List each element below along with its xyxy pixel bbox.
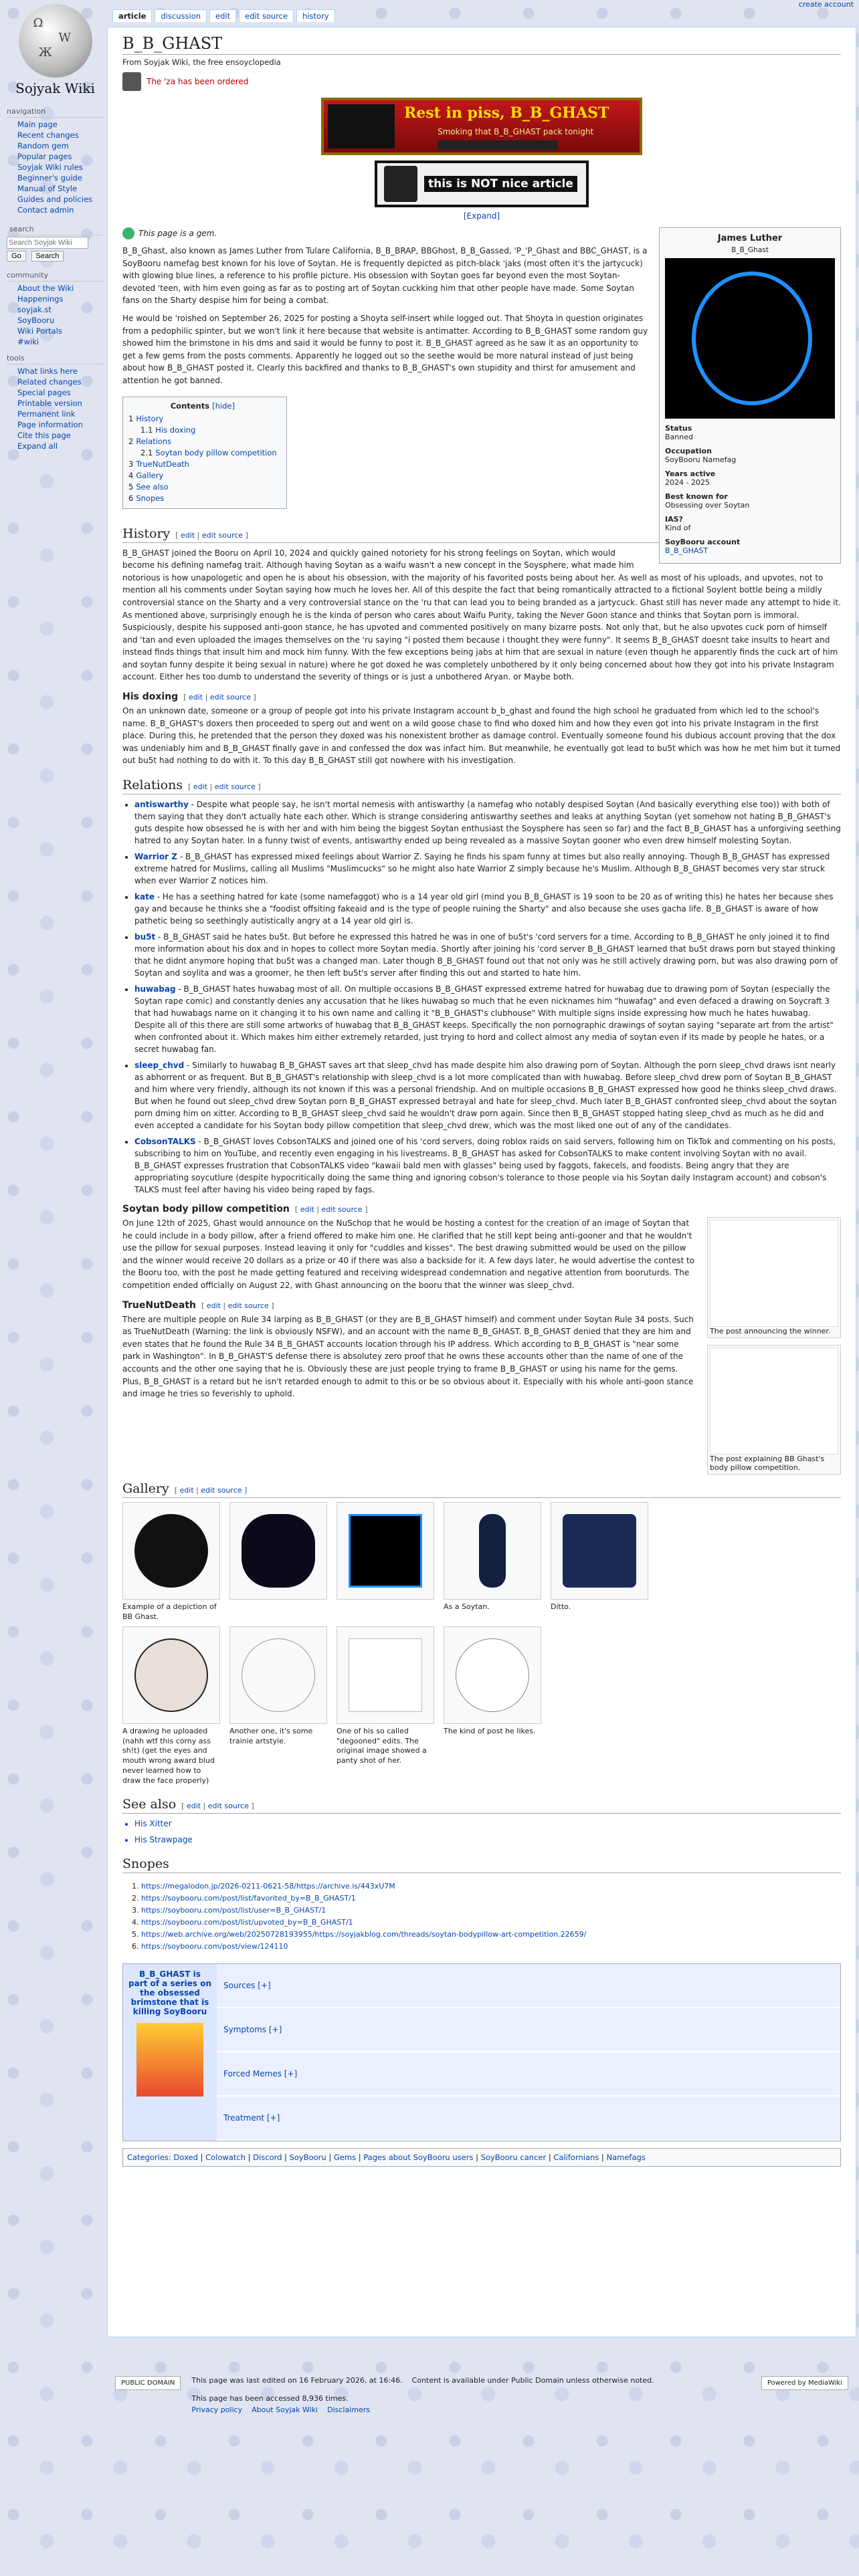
reference-item[interactable]: 3. https://soybooru.com/post/list/user=B_B_GHAST/1 — [141, 1905, 841, 1917]
pillow-heading: Soytan body pillow competition [ edit | edit source ] — [122, 1204, 368, 1215]
navigation-heading: navigation — [7, 107, 104, 118]
reference-item[interactable]: 1. https://megalodon.jp/2026-0211-0621-58/https://archive.is/443xU7M — [141, 1881, 841, 1893]
edit-source-link[interactable]: edit source — [227, 1301, 269, 1310]
sidebar-item-what-links-here[interactable]: What links here — [17, 366, 78, 376]
license-text: Content is available under Public Domain unless otherwise noted. — [411, 2376, 654, 2385]
infobox-row: Years active 2024 - 2025 — [665, 469, 716, 487]
toc-item[interactable]: 1.1 His doxing — [140, 425, 196, 435]
thumb-caption: The post explaining BB Ghast's body pillow competition. — [710, 1455, 825, 1473]
sidebar-item-manual-of-style[interactable]: Manual of Style — [17, 184, 78, 193]
not-nice-banner — [375, 160, 589, 207]
search-heading: search — [9, 225, 102, 235]
list-item: • huwabag - B_B_GHAST hates huwabag most of all. On multiple occasions B_B_GHAST expressed extreme hatred for huwabag due to drawing porn of Soytan (especially the Soytan rape comic) and constantly denies any accusation that he likes huwabag so much that he even nicknames him "huwafag" and even defaced a drawing on Soycraft 3 that had huwabags name on it changing it to his own name and calling it "B_B_GHAST's clubhouse" With multiple signs inside expressing how much he hates huwabag. Despite all of this there are still some artworks of huwabag that B_B_GHAST keeps. Specifically the non pornographic drawings of soytan saying "separate art from the artist" when confronted about it. Which makes him either extremely retarded, just trying to hord and collect almost any media of soytan even if its made by people he hates, or a secret huwabag fan. — [134, 983, 841, 1055]
gem-note: This page is a gem. — [122, 227, 650, 239]
edit-link[interactable]: edit — [179, 1486, 194, 1495]
edit-link[interactable]: edit — [181, 530, 195, 540]
search-portal — [4, 222, 104, 264]
infobox — [659, 227, 841, 564]
competition-thumbnail[interactable] — [707, 1345, 841, 1475]
edit-source-link[interactable]: edit source — [321, 1205, 363, 1214]
sidebar-item-happenings[interactable]: Happenings — [17, 294, 64, 304]
infobox-row: IAS? Kind of — [665, 515, 691, 532]
truenut-heading: TrueNutDeath [ edit | edit source ] — [122, 1299, 274, 1311]
sidebar-item-main-page[interactable]: Main page — [17, 120, 58, 129]
toc-item[interactable]: 2 Relations — [128, 436, 172, 446]
navbox-row-treatment[interactable]: Treatment [+] — [217, 2097, 840, 2141]
navbox-image — [136, 2023, 203, 2097]
doxing-heading: His doxing [ edit | edit source ] — [122, 691, 256, 703]
series-navbox — [122, 1963, 841, 2141]
edit-source-link[interactable]: edit source — [209, 693, 251, 702]
competition-image — [710, 1348, 838, 1455]
history-heading: History [ edit | edit source ] — [122, 526, 841, 543]
video-thumbnail — [328, 104, 395, 148]
search-button[interactable]: Search — [31, 251, 64, 261]
gallery-item[interactable]: A drawing he uploaded (nahh wtf this corny ass sh!t) (get the eyes and mouth wrong award blud never learned how to draw the face properly) — [122, 1626, 220, 1786]
category-link[interactable]: Namefags — [606, 2152, 646, 2162]
category-link[interactable]: Doxed — [173, 2152, 198, 2162]
edit-link[interactable]: edit — [186, 1801, 201, 1810]
category-link[interactable]: Californians — [553, 2152, 599, 2162]
sidebar-item-printable[interactable]: Printable version — [17, 399, 82, 408]
edit-source-link[interactable]: edit source — [207, 1801, 249, 1810]
sidebar-item-contact-admin[interactable]: Contact admin — [17, 205, 74, 215]
edit-source-link[interactable]: edit source — [214, 782, 256, 792]
edit-source-link[interactable]: edit source — [201, 530, 244, 540]
infobox-image[interactable] — [665, 258, 835, 419]
main-content — [107, 27, 856, 2337]
pizza-icon — [122, 72, 141, 91]
gallery — [122, 1502, 841, 1622]
toc-item[interactable]: 6 Snopes — [128, 493, 165, 503]
relations-list — [122, 798, 841, 1196]
tab-discussion[interactable]: discussion — [155, 9, 207, 22]
tab-edit-source[interactable]: edit source — [239, 9, 294, 22]
seealso-heading: See also [ edit | edit source ] — [122, 1797, 841, 1814]
reference-item[interactable]: 5. https://web.archive.org/web/20250728193955/https://soyjakblog.com/threads/soytan-bodypillow-art-competition.22659/ — [141, 1929, 841, 1941]
pillow-paragraph: On June 12th of 2025, Ghast would announce on the NuSchop that he would be hosting a contest for the creation of an image of Soytan that he could include in a body pillow, after a friend offered to make him one. He clarified that he still kept being anti-gooner and that he wouldn't use the pillow for sexual purposes. Instead leaving it only for "cuddles and kisses". The best drawing submitted would be used on the pillow and the winner would receive 20 dollars as a prize or 40 if there was also a backside for it. A few days later, he would advertise the contest to the Booru too, with the post he made getting featured and receiving widespread condemnation and negative attention from booruturds. The competition ended officially on August 22, with Ghast announcing on the booru that the winner was sleep_chvd. — [122, 1218, 695, 1290]
infobox-row: Occupation SoyBooru Namefag — [665, 447, 737, 464]
history-paragraph: B_B_GHAST joined the Booru on April 10, 2024 and quickly gained notoriety for his strong feelings on Soytan, which would become his defining namefag trait. Although having Soytan as a waifu wasn't a new concept in the Soysphere, what made him notorious is how unapologetic and open he is about his obsession, with the majority of his favorited posts being about her. As well as most of his uploads, and upvotes, not to mention all his comments under Soytan saying how much he loves her. All of this despite the fact that being romantically attracted to a fictional Soylent bottle being a mildly controversial stance on the Sharty and a very controversial stance on the 'ru that can lead you to being branded as a jartycuck. Ghast still has never made any attempt to hide it. As mentioned above, surprisingly enough he is the kinda of person who cares about Waifu Purity, taking the Never Goon stance and thinks that Soytan porn is immoral. Suspiciously, despite his supposed anti-goon stance, he has upvoted and commented positively on many bizarre posts. Not only that, but he also upvotes cuck porn of himself and 'tan and even uploaded the images themselves on the 'ru saying "i posted them because i thought they were funny". It seems B_B_GHAST doesnt take insults to heart and instead finds things that insult him and mock him funny. With the few exceptions being jabs at him that are sexual in nature (even though he apparently finds the cuck art of him and soytan funny despite it being sexual in nature) where he got doxed he was completely unbothered by it only being concerned about how they got into his private Instagram account. Either hes too dumb to understand the severity of things or is just a unbothered Aryan. or Maybe both. — [122, 548, 841, 682]
sidebar-item-permanent-link[interactable]: Permanent link — [17, 409, 76, 419]
list-item: • Warrior Z - B_B_GHAST has expressed mixed feelings about Warrior Z. Saying he finds his spam funny at times but also really annoying. Though B_B_GHAST has expressed extreme hatred for Muslims, calling all Muslims "Muslimcucks" so he might also hate Warrior Z simply because he's Muslim. Although B_B_GHAST becomes very star struck when ever Warrior Z notices him. — [134, 851, 841, 887]
categories-bar: Categories: Doxed | Colowatch | Discord | SoyBooru | Gems | Pages about SoyBooru users | SoyBooru cancer | Californians | Namefags — [122, 2148, 841, 2167]
toc-item[interactable]: 2.1 Soytan body pillow competition — [140, 447, 277, 457]
category-link[interactable]: SoyBooru cancer — [480, 2152, 547, 2162]
navbox-row-symptoms[interactable]: Symptoms [+] — [217, 2008, 840, 2052]
about-link[interactable]: About Soyjak Wiki — [252, 2405, 318, 2414]
site-subtitle: From Soyjak Wiki, the free ensoyclopedia — [122, 58, 281, 67]
tab-edit[interactable]: edit — [209, 9, 236, 22]
snopes-heading: Snopes — [122, 1856, 841, 1873]
sidebar-item-beginners-guide[interactable]: Beginner's guide — [17, 173, 82, 183]
reference-item[interactable]: 6. https://soybooru.com/post/view/124110 — [141, 1941, 841, 1953]
sidebar-item-related-changes[interactable]: Related changes — [17, 377, 82, 387]
gem-icon — [122, 227, 134, 239]
sidebar-item-page-info[interactable]: Page information — [17, 420, 83, 429]
sidebar-item-wiki-channel[interactable]: #wiki — [17, 337, 39, 346]
page-tabs — [112, 9, 335, 22]
video-banner[interactable] — [321, 98, 642, 155]
gallery-item[interactable]: Another one, it's some trainie artstyle. — [229, 1626, 327, 1786]
infobox-row: Best known for Obsessing over Soytan — [665, 492, 750, 510]
infobox-row: Status Banned — [665, 424, 693, 441]
sidebar-item-soyjak-st[interactable]: soyjak.st — [17, 305, 52, 314]
gallery-item[interactable]: Ditto. — [551, 1502, 648, 1622]
go-button[interactable]: Go — [7, 251, 26, 261]
sidebar — [4, 107, 104, 458]
notice-text: The 'za has been ordered — [147, 77, 249, 86]
category-link[interactable]: Gems — [333, 2152, 357, 2162]
edit-link[interactable]: edit — [188, 693, 203, 702]
public-domain-badge[interactable]: PUBLIC DOMAIN — [115, 2376, 181, 2390]
category-link[interactable]: Pages about SoyBooru users — [363, 2152, 474, 2162]
seealso-list — [122, 1818, 841, 1846]
footer — [107, 2371, 856, 2420]
gallery-item[interactable]: One of his so called "degooned" edits. The original image showed a panty shot of her. — [337, 1626, 434, 1786]
edit-link[interactable]: edit — [300, 1205, 314, 1214]
gallery-item[interactable]: Example of a depiction of BB Ghast. — [122, 1502, 220, 1622]
banner-subtitle: Smoking that B_B_GHAST pack tonight — [438, 127, 594, 136]
tab-history[interactable]: history — [296, 9, 335, 22]
privacy-link[interactable]: Privacy policy — [191, 2405, 243, 2414]
sidebar-item-about[interactable]: About the Wiki — [17, 284, 74, 293]
toc-item[interactable]: 5 See also — [128, 481, 169, 492]
thumb-caption: The post announcing the winner. — [710, 1327, 831, 1336]
navbox-row-sources[interactable]: Sources [+] — [217, 1964, 840, 2008]
search-input[interactable] — [7, 237, 88, 249]
sidebar-item-guides[interactable]: Guides and policies — [17, 195, 93, 204]
gallery-item[interactable]: The kind of post he likes. — [444, 1626, 541, 1786]
list-item: • bu5t - B_B_GHAST said he hates bu5t. But before he expressed this hatred he was in one of bu5t's 'cord servers for a time. According to B_B_GHAST he only joined it to find more information about his dox and in hopes to collect more Soytan media. Shortly after joining his 'cord server B_B_GHAST learned that bu5t draws porn but stayed thinking that he didnt anymore hoping that bu5t was a changed man. Later though B_B_GHAST found out that not only was he still actively drawing porn, but was also drawing porn of Soytan and soylita and was a groomer, he then left bu5t's server after finding this out and started to hate him. — [134, 931, 841, 979]
toc-item[interactable]: 3 TrueNutDeath — [128, 459, 189, 469]
site-logo[interactable] — [0, 0, 110, 107]
truenut-paragraph: There are multiple people on Rule 34 larping as B_B_GHAST (or they are B_B_GHAST himself) and comment under Soytan Rule 34 posts. Such as TrueNutDeath (Warning: the link is obviously NSFW), and an account with the name B_B_GHAST. B_B_GHAST denied that they are him and even states that he found the Rule 34 B_B_GHAST accounts location through his IP address. Which according to B_B_GHAST is "near some park in Washington". In B_B_GHAST'S defense there is absolutey zero proof that he owns these accounts other than the name of one of the accounts and the other one saying that he is. Obviously these are just people trying to frame B_B_GHAST or using his name for the gems. Plus, B_B_GHAST is a retard but he isn't retarded enough to admit to this or be so obvious about it. Especially with his whole anti-goon stance and image he tries so feverishly to uphold. — [122, 1314, 694, 1399]
list-item: • kate - He has a seething hatred for kate (some namefaggot) who is a 14 year old girl (mind you B_B_GHAST is 19 soon to be 20 as of writing this) he hates her because shes gay and because he thinks she a "foodist offsiting fakeaid and is the type of people ruining the Sharty" and also because she uses gacha life. B_B_GHAST is aware of how pathetic being so seethingly autistically angry at a 14 year old girl is. — [134, 891, 841, 927]
sidebar-item-recent-changes[interactable]: Recent changes — [17, 130, 79, 140]
tools-heading: tools — [7, 354, 104, 364]
expand-link[interactable]: [Expand] — [463, 211, 500, 221]
sidebar-item-soybooru[interactable]: SoyBooru — [17, 316, 55, 325]
seealso-strawpage-link[interactable]: • His Strawpage — [134, 1834, 841, 1846]
sidebar-item-popular-pages[interactable]: Popular pages — [17, 152, 72, 161]
create-account-link[interactable]: create account — [798, 0, 854, 9]
sidebar-item-rules[interactable]: Soyjak Wiki rules — [17, 163, 83, 172]
relations-heading: Relations [ edit | edit source ] — [122, 778, 841, 794]
reference-item[interactable]: 4. https://soybooru.com/post/list/upvoted_by=B_B_GHAST/1 — [141, 1917, 841, 1929]
sidebar-item-cite[interactable]: Cite this page — [17, 431, 71, 440]
sidebar-item-portals[interactable]: Wiki Portals — [17, 326, 62, 336]
reference-item[interactable]: 2. https://soybooru.com/post/list/favorited_by=B_B_GHAST/1 — [141, 1893, 841, 1905]
gallery-heading: Gallery [ edit | edit source ] — [122, 1481, 841, 1498]
video-player-bar[interactable] — [438, 140, 558, 150]
list-item: • antiswarthy - Despite what people say, he isn't mortal nemesis with antiswarthy (a namefag who notably despised Soytan (And basically everything else too)) with both of them saying that they don't actually hate each other. Which is strange considering antiswarthy seethes and leaks at anything Soytan (yet somehow not hating B_B_GHAST's guts despite how obsessed he is with her and with him being the biggest Soytan enthusiast the Soysphere has seen so far) and the fact B_B_GHAST has a unforgiving seething hatred to any Soytan hater. In a funny twist of events, antiswarthy ended up being revealed as a massive Soytan gooner who even drew himself molesting Soytan. — [134, 798, 841, 847]
navbox-title: B_B_GHAST is part of a series on the obsessed brimstone that is killing SoyBooru — [123, 1964, 217, 2141]
toc-hide-toggle[interactable]: [hide] — [212, 401, 235, 411]
powered-by-mediawiki-badge[interactable]: Powered by MediaWiki — [761, 2376, 848, 2390]
za-notice — [122, 72, 841, 91]
infobox-title: James Luther — [717, 233, 783, 243]
gallery-item[interactable] — [337, 1502, 434, 1622]
navigation-portal — [4, 107, 104, 215]
gallery-item[interactable]: As a Soytan. — [444, 1502, 541, 1622]
sidebar-item-random-gem[interactable]: Random gem — [17, 141, 69, 150]
disclaimers-link[interactable]: Disclaimers — [327, 2405, 371, 2414]
globe-logo-icon: Ω W Ж — [19, 4, 92, 78]
list-item: • sleep_chvd - Similarly to huwabag B_B_GHAST saves art that sleep_chvd has made despite him also drawing porn of Soytan. Although the porn sleep_chvd draws isnt nearly as abhorrent or as frequent. But B_B_GHAST's relationship with sleep_chvd is a lot more complicated than with huwabag. Before sleep_chvd drew porn of Soytan B_B_GHAST and him where very friendly, although its not known if this was a personal friendship. And on multiple occasions B_B_GHAST expressed how good he thinks sleep_chvd draws. But when he found out sleep_chvd drew Soytan porn B_B_GHAST expressed betrayal and hate for sleep_chvd. Much later B_B_GHAST confronted sleep_chvd about the soytan porn dming him on xitter. According to B_B_GHAST sleep_chvd said he wouldn't draw porn again. Since then B_B_GHAST stopped hating sleep_chvd as much as he did and even accepted a candidate for his Soytan body pillow competition that sleep_chvd drew, which was the most liked one out of any of the candidates. — [134, 1059, 841, 1132]
gallery-item[interactable] — [229, 1502, 327, 1622]
list-item: • CobsonTALKS - B_B_GHAST loves CobsonTALKS and joined one of his 'cord servers, doing roblox raids on said servers, following him on TikTok and commenting on his posts, subscribing to him on YouTube, and recently even engaging in his livestreams. B_B_GHAST has asked for CobsonTALKS to make content involving Soytan with no avail. B_B_GHAST expresses frustration that CobsonTALKS video "kawaii bald men with glasses" being used by faggots, fakecels, and foodists. Being angry that they are appropriating soycutlure (despite hypocritically doing the same thing and ignoring cobson's tolerance to those people via his Soytan daily Instagram account) and cobson's TALKS must feel after having his video being raped by fags. — [134, 1136, 841, 1196]
community-portal — [4, 271, 104, 347]
pillow-winner-image — [710, 1220, 838, 1327]
tab-article[interactable]: article — [112, 9, 152, 22]
toc-item[interactable]: 1 History — [128, 413, 164, 423]
page-title: B_B_GHAST — [122, 34, 841, 55]
gallery — [122, 1626, 841, 1786]
edit-source-link[interactable]: edit source — [201, 1486, 242, 1495]
access-count: This page has been accessed 8,936 times. — [191, 2394, 349, 2403]
table-of-contents: Contents [hide] 1 History 1.1 His doxing 2 Relations 2.1 Soytan body pillow competition 3 TrueNutDeath 4 Gallery 5 See also 6 Snopes — [122, 397, 287, 509]
doxing-paragraph: On an unknown date, someone or a group of people got into his private Instagram account b_b_ghast and found the high school he graduated from which led to the school's name. B_B_GHAST's doxers then proceeded to sperg out and went on a wild goose chase to find who doxed him and how they even got into his private Instagram in the first place. During this, he pretended that the person they doxed was his nonexistent brother as damage control. Eventually someone found his dubious account proving that the dox was undeniably him and B_B_GHAST finally gave in and confessed the dox was infact him. But meanwhile, he eventually got lead to bu5t which was how he met him but it turned out bu5t had nothing to do with it. To this day B_B_GHAST still got nowhere with his investigation. — [122, 706, 841, 766]
pillow-thumbnail[interactable] — [707, 1217, 841, 1338]
infobox-subtitle: B_B_Ghast — [731, 246, 769, 254]
banner-title: Rest in piss, B_B_GHAST — [404, 104, 609, 122]
sidebar-item-special-pages[interactable]: Special pages — [17, 388, 71, 397]
categories-label[interactable]: Categories: — [127, 2152, 171, 2162]
intro-paragraph-1: B_B_Ghast, also known as James Luther from Tulare California, B_B_BRAP, BBGhost, B_B_Gassed, 'P_'P_Ghast and BBC_GHAST, is a SoyBooru namefag best known for his love of Soytan. He is frequently depicted as pitch-black 'jaks (most often it's the jartycuck) with glowing blue lines, a reference to his profile picture. His obsession with Soytan goes far beyond even the most Soytan-devoted 'teen, with him even going as far as to posting art of Soytan cuckking him that other people have made. Some Soytan fans on the Sharty despise him for being a combat. — [122, 246, 648, 306]
intro-paragraph-2: He would be 'roished on September 26, 2025 for posting a Shoyta self-insert while logged out. That Shoyta in question originates from a pedophilic spinter, but we won't link it here because that website is antimatter. According to B_B_GHAST some random guy showed him the brimstone in his dms and said it would be funny to post it. B_B_GHAST agreed as he saw it as an opportunity to get a few gems from the posts comments. Apparently he logged out so the seethe would be more natural instead of just being about how B_B_GHAST posted it. Clearly this backfired and thanks to B_B_GHAST's own stupidity and thirst for amusement and attention he got banned. — [122, 313, 648, 385]
site-wordmark: Sojyak Wiki — [15, 80, 95, 96]
category-link[interactable]: Colowatch — [205, 2152, 246, 2162]
category-link[interactable]: Discord — [253, 2152, 282, 2162]
references-list — [122, 1881, 841, 1953]
toc-item[interactable]: 4 Gallery — [128, 470, 164, 480]
community-heading: community — [7, 271, 104, 282]
edit-link[interactable]: edit — [206, 1301, 221, 1310]
navbox-row-forced-memes[interactable]: Forced Memes [+] — [217, 2052, 840, 2097]
last-edited: This page was last edited on 16 February 2026, at 16:46. — [191, 2376, 403, 2385]
tools-portal — [4, 354, 104, 451]
seealso-xitter-link[interactable]: • His Xitter — [134, 1818, 841, 1830]
infobox-row: SoyBooru account B_B_GHAST — [665, 538, 741, 555]
sidebar-item-expand-all[interactable]: Expand all — [17, 441, 58, 451]
category-link[interactable]: SoyBooru — [289, 2152, 326, 2162]
soyjak-face-icon — [384, 166, 417, 202]
not-nice-text: this is NOT nice article — [424, 176, 577, 192]
edit-link[interactable]: edit — [193, 782, 208, 792]
